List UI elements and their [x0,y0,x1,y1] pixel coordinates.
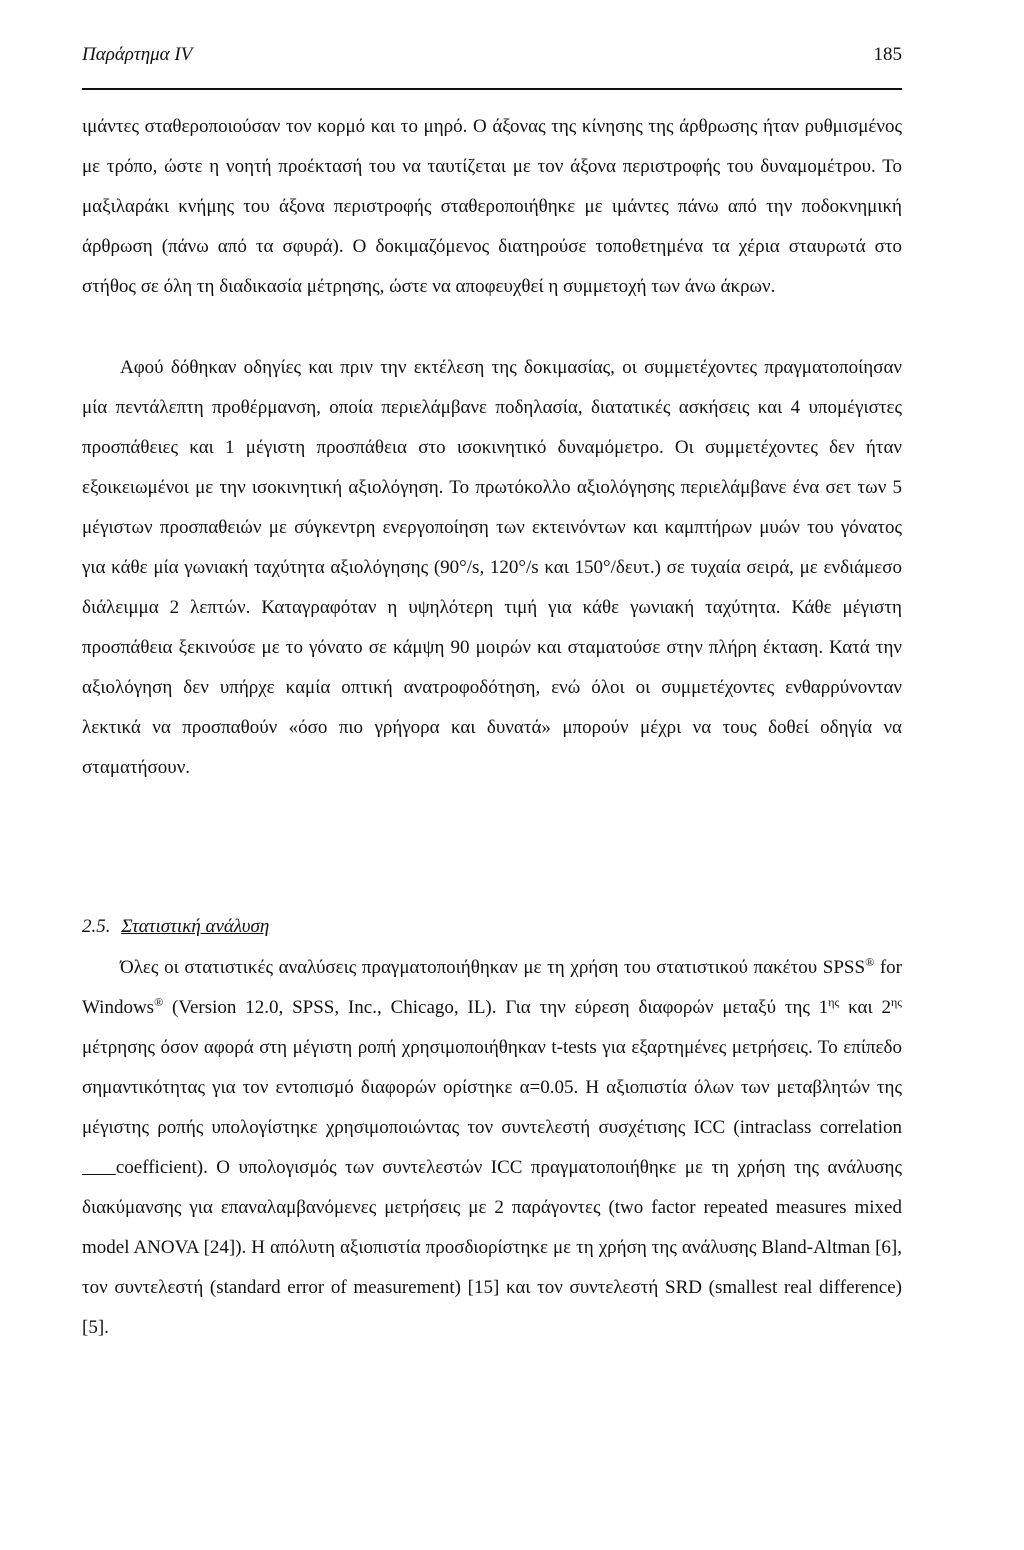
paragraph-3-text: for Windows [82,957,902,1018]
paragraph-3-text: Όλες οι στατιστικές αναλύσεις πραγματοποιήθηκαν με τη χρήση του στατιστικού πακέτου SPSS [120,957,866,978]
paragraph-3-text: coefficient). Ο υπολογισμός των συντελεστών ICC πραγματοποιήθηκε με τη χρήση της ανάλυσης διακύμανσης για επαναλαμβανόμενες μετρήσεις με 2 παράγοντες (two factor repeated measures mixed model ANOVA [24]). Η απόλυτη αξιοπιστία προσδιορίστηκε με τη χρήση της ανάλυσης Bland-Altman [6], τον συντελεστή (standard error of measurement) [15] και τον συντελεστή SRD (smallest real difference) [5]. [82,1157,903,1338]
paragraph-3 [82,948,902,1348]
running-title: Παράρτημα IV [82,44,193,65]
paragraph-3-text: μέτρησης όσον αφορά στη μέγιστη ροπή χρησιμοποιήθηκαν t-tests για εξαρτημένες μετρήσεις. Το επίπεδο σημαντικότητας για τον εντοπισμό διαφορών ορίστηκε α=0.05. Η αξιοπιστία όλων των μεταβλητών της μέγιστης ροπής υπολογίστηκε χρησιμοποιώντας τον συντελεστή συσχέτισης ICC (intraclass correlation [82,1037,902,1138]
paragraph-3-text: και 2 [839,997,891,1018]
header-rule [82,88,902,90]
registered-mark: ® [865,955,875,969]
paragraph-1: ιμάντες σταθεροποιούσαν τον κορμό και το μηρό. Ο άξονας της κίνησης της άρθρωσης ήταν ρυθμισμένος με τρόπο, ώστε η νοητή προέκτασή του να ταυτίζεται με τον άξονα περιστροφής του δυναμομέτρου. Το μαξιλαράκι κνήμης του άξονα περιστροφής σταθεροποιήθηκε με ιμάντες πάνω από την ποδοκνημική άρθρωση (πάνω από τα σφυρά). Ο δοκιμαζόμενος διατηρούσε τοποθετημένα τα χέρια σταυρωτά στο στήθος σε όλη τη διαδικασία μέτρησης, ώστε να αποφευχθεί η συμμετοχή των άνω άκρων. [82,116,902,297]
paragraph-2: Αφού δόθηκαν οδηγίες και πριν την εκτέλεση της δοκιμασίας, οι συμμετέχοντες πραγματοποίησαν μία πεντάλεπτη προθέρμανση, οποία περιελάμβανε ποδηλασία, διατατικές ασκήσεις και 4 υπομέγιστες προσπάθειες και 1 μέγιστη προσπάθεια στο ισοκινητικό δυναμόμετρο. Οι συμμετέχοντες δεν ήταν εξοικειωμένοι με την ισοκινητική αξιολόγηση. Το πρωτόκολλο αξιολόγησης περιελάμβανε ένα σετ των 5 μέγιστων προσπαθειών με σύγκεντρη ενεργοποίηση των εκτεινόντων και καμπτήρων μυών του γόνατος για κάθε μία γωνιακή ταχύτητα αξιολόγησης (90°/s, 120°/s και 150°/δευτ.) σε τυχαία σειρά, με ενδιάμεσο διάλειμμα 2 λεπτών. Καταγραφόταν η υψηλότερη τιμή για κάθε γωνιακή ταχύτητα. Κάθε μέγιστη προσπάθεια ξεκινούσε με το γόνατο σε κάμψη 90 μοιρών και σταματούσε στην πλήρη έκταση. Κατά την αξιολόγηση δεν υπήρχε καμία οπτική ανατροφοδότηση, ενώ όλοι οι συμμετέχοντες ενθαρρύνονταν λεκτικά να προσπαθούν «όσο πιο γρήγορα και δυνατά» μπορούν μέχρι να τους δοθεί οδηγία να σταματήσουν. [82,357,902,778]
section-title: Στατιστική ανάλυση [121,916,270,937]
ordinal-suffix: ης [828,995,840,1009]
paragraph-3-text: (Version 12.0, SPSS, Inc., Chicago, IL). Για την εύρεση διαφορών μεταξύ της 1 [163,997,829,1018]
section-number: 2.5. [82,916,111,937]
document-page [82,0,902,1550]
ordinal-suffix: ης [890,995,902,1009]
page-number: 185 [873,44,902,65]
section-heading [82,912,269,942]
page-header [82,44,902,74]
registered-mark: ® [154,995,164,1009]
underline-blank [82,1157,116,1178]
